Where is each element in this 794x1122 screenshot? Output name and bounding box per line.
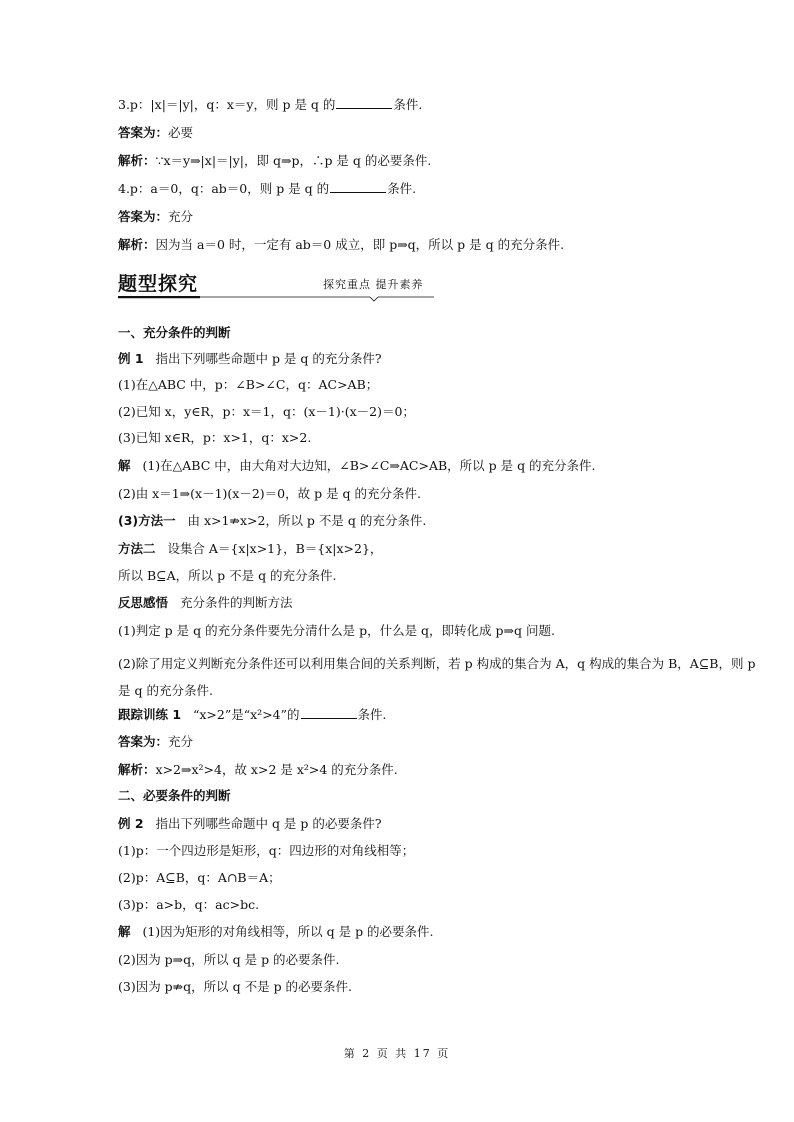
- question-text: 3.p：|x|＝|y|，q：x＝y，则 p 是 q 的: [118, 97, 336, 112]
- practice-1-question: [118, 706, 718, 724]
- answer-value: 必要: [168, 125, 194, 140]
- example-text: 指出下列哪些命题中 p 是 q 的充分条件?: [155, 351, 382, 366]
- solution-1-part-1: [118, 457, 718, 475]
- problem-4-analysis: [118, 236, 718, 254]
- solution-2-part-2: (2)因为 p⇒q，所以 q 是 p 的必要条件.: [118, 952, 340, 967]
- solution-text: (1)因为矩形的对角线相等，所以 q 是 p 的必要条件.: [142, 924, 434, 939]
- analysis-label: 解析：: [118, 153, 156, 168]
- practice-text: “x>2”是“x²>4”的: [192, 707, 300, 722]
- example-1-item: (3)已知 x∈R，p：x>1，q：x>2.: [118, 430, 312, 445]
- solution-text: (1)在△ABC 中，由大角对大边知，∠B>∠C⇒AC>AB，所以 p 是 q 的充分条件.: [142, 458, 596, 473]
- practice-1-answer: [118, 733, 718, 751]
- question-text-end: 条件.: [393, 97, 423, 112]
- section-underline: [118, 296, 434, 302]
- example-2-item: (1)p：一个四边形是矩形，q：四边形的对角线相等；: [118, 843, 415, 858]
- answer-blank: [301, 706, 357, 719]
- method-1-text: 由 x>1⇏x>2，所以 p 不是 q 的充分条件.: [187, 513, 427, 528]
- solution-1-part-2: (2)由 x＝1⇒(x－1)(x－2)＝0，故 p 是 q 的充分条件.: [118, 486, 421, 501]
- question-text: 4.p：a＝0，q：ab＝0，则 p 是 q 的: [118, 181, 330, 196]
- example-label: 例 1: [118, 351, 144, 366]
- section-subtitle: 探究重点 提升素养: [323, 278, 424, 291]
- reflection-point-2: (2)除了用定义判断充分条件还可以利用集合间的关系判断，若 p 构成的集合为 A，q 构成的集合为 B，A⊆B，则 p 是 q 的充分条件.: [118, 656, 756, 698]
- part-1-heading: 一、充分条件的判断: [118, 325, 231, 340]
- problem-3-answer: [118, 124, 718, 142]
- method-1-label: (3)方法一: [118, 513, 176, 528]
- solution-1-part-3: [118, 512, 718, 530]
- answer-value: 充分: [168, 209, 194, 224]
- solution-label: 解: [118, 458, 131, 473]
- answer-label: 答案为：: [118, 209, 169, 224]
- method-2-continued: 所以 B⊆A，所以 p 不是 q 的充分条件.: [118, 568, 337, 583]
- analysis-label: 解析：: [118, 762, 156, 777]
- reflection-title: 充分条件的判断方法: [179, 595, 293, 610]
- example-1-item: (1)在△ABC 中，p：∠B>∠C，q：AC>AB；: [118, 377, 379, 392]
- solution-2-part-3: (3)因为 p⇏q，所以 q 不是 p 的必要条件.: [118, 979, 353, 994]
- practice-text-end: 条件.: [357, 707, 387, 722]
- practice-label: 跟踪训练 1: [118, 707, 182, 722]
- example-2: [118, 815, 718, 833]
- answer-label: 答案为：: [118, 734, 169, 749]
- part-2-heading: 二、必要条件的判断: [118, 788, 231, 803]
- method-2-label: 方法二: [118, 541, 156, 556]
- analysis-text: ∵x＝y⇒|x|＝|y|，即 q⇒p，∴p 是 q 的必要条件.: [155, 153, 432, 168]
- answer-blank: [330, 180, 386, 193]
- analysis-label: 解析：: [118, 237, 156, 252]
- page-footer: 第 2 页 共 17 页: [343, 1047, 451, 1060]
- practice-1-analysis: [118, 761, 718, 779]
- reflection-point-1: (1)判定 p 是 q 的充分条件要先分清什么是 p，什么是 q，即转化成 p⇒q 问题.: [118, 623, 555, 638]
- method-2: [118, 540, 718, 558]
- problem-3-analysis: [118, 152, 718, 170]
- example-2-item: (3)p：a>b，q：ac>bc.: [118, 897, 260, 912]
- problem-3-question: [118, 96, 718, 114]
- solution-2-part-1: [118, 923, 718, 941]
- example-1: [118, 350, 718, 368]
- analysis-text: x>2⇒x²>4，故 x>2 是 x²>4 的充分条件.: [155, 762, 398, 777]
- problem-4-answer: [118, 208, 718, 226]
- answer-blank: [336, 96, 392, 109]
- section-title: 题型探究: [118, 273, 199, 295]
- reflection-heading: [118, 594, 718, 612]
- example-2-item: (2)p：A⊆B，q：A∩B＝A；: [118, 870, 281, 885]
- method-2-text: 设集合 A＝{x|x>1}，B＝{x|x>2}，: [167, 541, 383, 556]
- section-header: [118, 272, 434, 298]
- reflection-label: 反思感悟: [118, 595, 169, 610]
- solution-label: 解: [118, 924, 131, 939]
- example-text: 指出下列哪些命题中 q 是 p 的必要条件?: [155, 816, 382, 831]
- example-1-item: (2)已知 x，y∈R，p：x＝1，q：(x－1)·(x－2)＝0；: [118, 404, 415, 419]
- question-text-end: 条件.: [387, 181, 417, 196]
- answer-value: 充分: [168, 734, 194, 749]
- analysis-text: 因为当 a＝0 时，一定有 ab＝0 成立，即 p⇒q，所以 p 是 q 的充分条件.: [155, 237, 565, 252]
- example-label: 例 2: [118, 816, 144, 831]
- problem-4-question: [118, 180, 718, 198]
- answer-label: 答案为：: [118, 125, 169, 140]
